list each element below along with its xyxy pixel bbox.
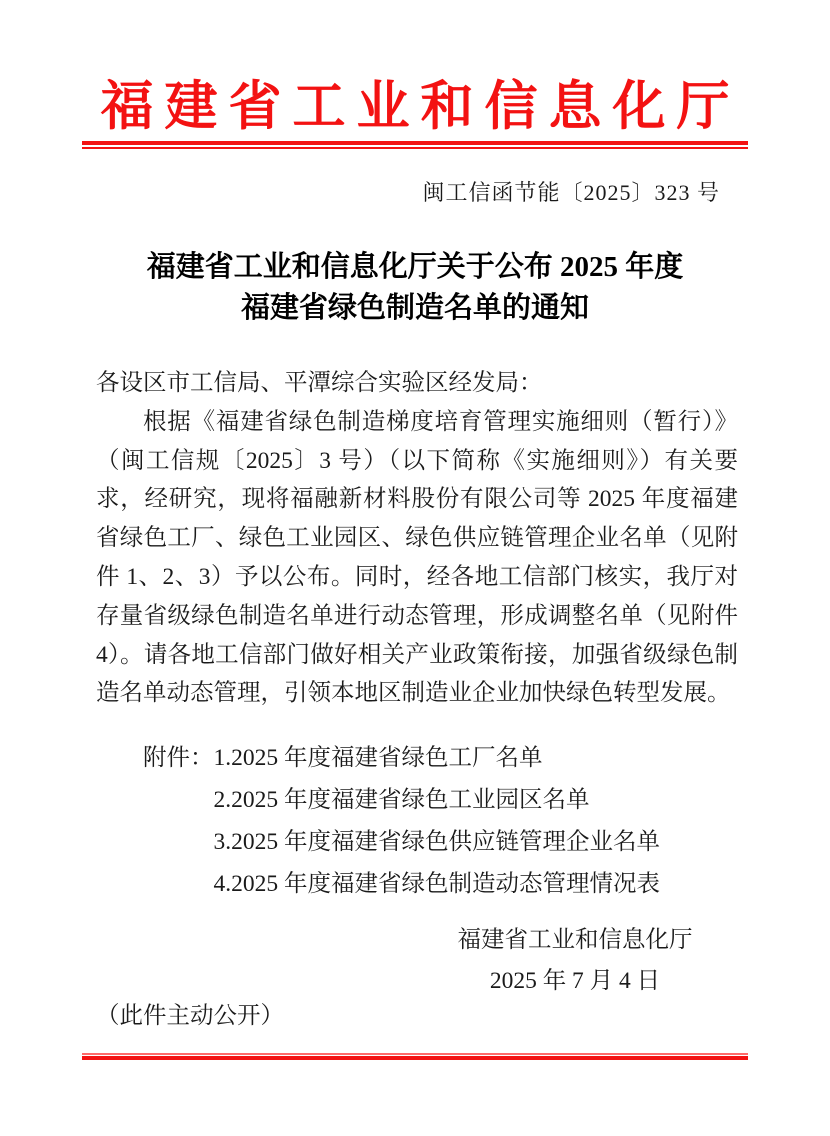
attachments-label: 附件： (143, 745, 214, 771)
signature-block (450, 920, 700, 1001)
attachments-block (96, 737, 738, 905)
letterhead-rule-thin-line (82, 147, 748, 149)
letterhead-agency-name: 福建省工业和信息化厅 (100, 78, 741, 136)
publicity-note: （此件主动公开） (96, 1003, 284, 1029)
signature-issuer: 福建省工业和信息化厅 (457, 927, 693, 953)
document-body (96, 364, 738, 713)
document-reference-number: 闽工信函节能〔2025〕323 号 (422, 180, 720, 205)
signature-date: 2025 年 7 月 4 日 (489, 967, 661, 994)
attachments-list (214, 737, 661, 905)
document-title (0, 247, 830, 329)
document-title-line1: 福建省工业和信息化厅关于公布 2025 年度 (146, 251, 684, 283)
attachment-item: 4.2025 年度福建省绿色制造动态管理情况表 (213, 871, 660, 897)
document-title-line2: 福建省绿色制造名单的通知 (240, 292, 589, 324)
body-paragraph: 根据《福建省绿色制造梯度培育管理实施细则（暂行）》（闽工信规〔2025〕3 号）（以下简称《实施细则》）有关要求，经研究，现将福融新材料股份有限公司等 2025 年度福建省绿色工厂、绿色工业园区、绿色供应链管理企业名单（见附件 1、2、3）予以公布。同时，经各地工信部门核实，我厅对存量省级绿色制造名单进行动态管理，形成调整名单（见附件 4）。请各地工信部门做好相关产业政策衔接，加强省级绿色制造名单动态管理，引领本地区制造业企业加快绿色转型发展。 (96, 408, 738, 707)
footer-rule (82, 1053, 748, 1060)
attachment-item: 3.2025 年度福建省绿色供应链管理企业名单 (213, 829, 660, 855)
attachment-item: 2.2025 年度福建省绿色工业园区名单 (213, 787, 590, 813)
salutation-line: 各设区市工信局、平潭综合实验区经发局： (96, 370, 543, 396)
attachment-item: 1.2025 年度福建省绿色工厂名单 (213, 745, 543, 771)
letterhead-rule (82, 141, 748, 149)
footer-rule-thick-line (82, 1056, 748, 1060)
